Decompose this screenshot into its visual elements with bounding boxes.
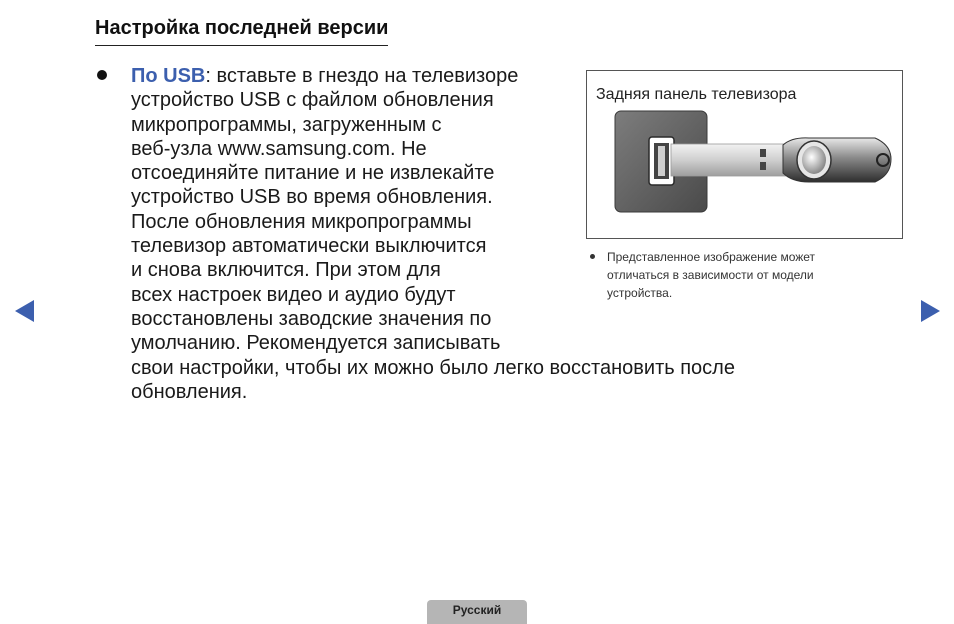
body-line: умолчанию. Рекомендуется записывать: [131, 332, 501, 355]
language-tab[interactable]: Русский: [427, 600, 527, 624]
body-line: После обновления микропрограммы: [131, 210, 472, 233]
note-bullet-icon: [590, 254, 595, 259]
body-line: и снова включится. При этом для: [131, 259, 441, 282]
body-line: всех настроек видео и аудио будут: [131, 283, 456, 306]
body-line: телевизор автоматически выключится: [131, 235, 487, 258]
body-line: восстановлены заводские значения по: [131, 307, 492, 330]
body-line-text: : вставьте в гнездо на телевизоре: [205, 65, 519, 87]
usb-method-label: По USB: [131, 65, 206, 87]
note-line: Представленное изображение может: [607, 250, 816, 264]
figure-caption: Задняя панель телевизора: [596, 86, 797, 103]
page-title: Настройка последней версии: [95, 15, 388, 46]
body-line: веб-узла www.samsung.com. Не: [131, 137, 427, 160]
tv-rear-panel-figure: [586, 70, 903, 239]
note-line: устройства.: [607, 286, 673, 300]
next-page-arrow-icon[interactable]: [919, 299, 941, 323]
body-line: свои настройки, чтобы их можно было легко восстановить после: [131, 356, 735, 379]
usb-flash-drive-icon: [783, 138, 891, 182]
body-line: обновления.: [131, 380, 248, 403]
body-line: микропрограммы, загруженным с: [131, 113, 442, 136]
usb-insertion-illustration: [587, 71, 902, 238]
figure-note: [607, 248, 815, 302]
body-line: устройство USB с файлом обновления: [131, 89, 494, 112]
usb-port-icon: [649, 137, 674, 185]
bullet-point-icon: [97, 70, 107, 80]
note-line: отличаться в зависимости от модели: [607, 268, 814, 282]
body-line: отсоединяйте питание и не извлекайте: [131, 162, 495, 185]
body-line: устройство USB во время обновления.: [131, 186, 493, 209]
previous-page-arrow-icon[interactable]: [14, 299, 36, 323]
usb-plug-shape: [671, 144, 793, 176]
